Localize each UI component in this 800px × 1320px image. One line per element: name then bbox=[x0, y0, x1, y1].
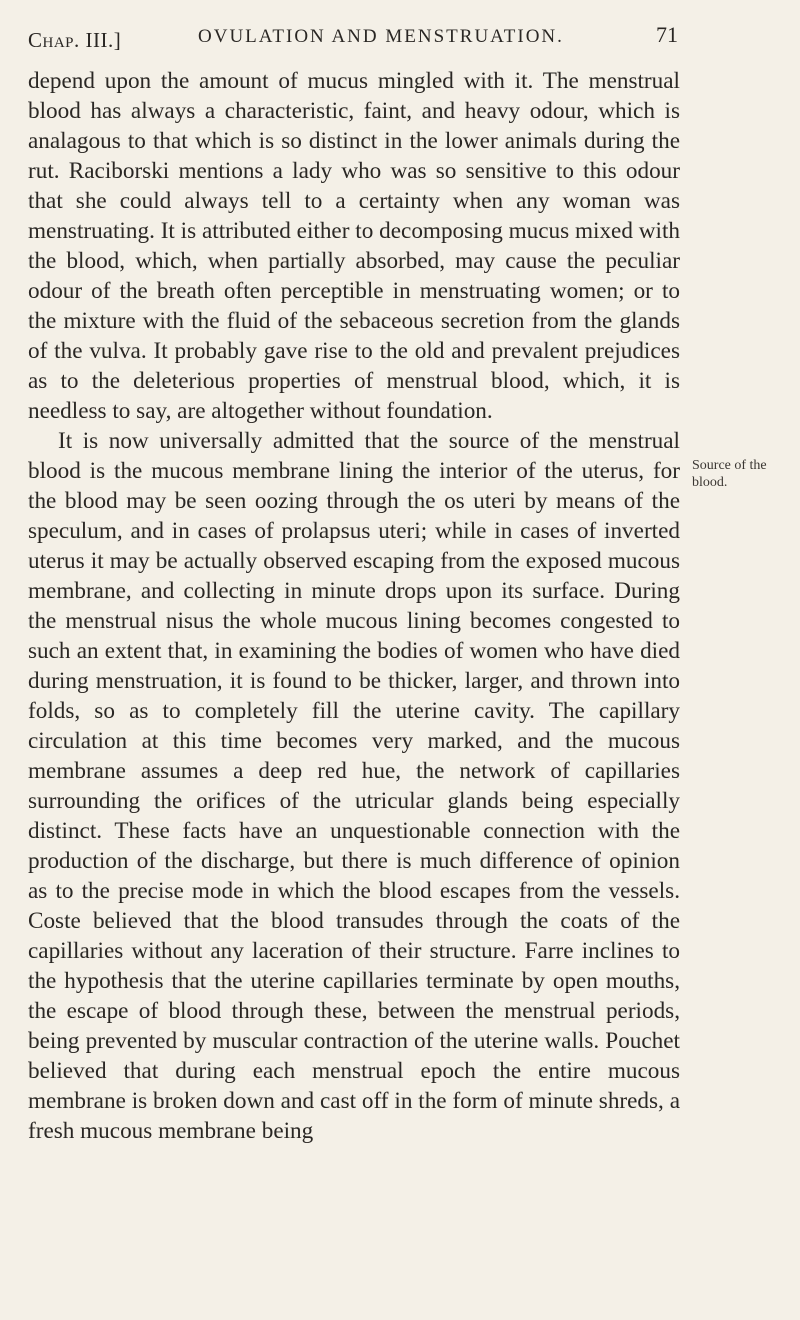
running-head bbox=[28, 22, 678, 52]
running-title: OVULATION AND MENSTRUATION. bbox=[198, 26, 564, 47]
paragraph-continued: depend upon the amount of mucus mingled with it. The menstrual blood has always a characteristic, faint, and heavy odour, which is analagous to that which is so distinct in the lower animals during the rut. Raciborski mentions a lady who was so sensitive to this odour that she could always tell to a certainty when any woman was menstruating. It is attributed either to decomposing mucus mixed with the blood, which, when partially absorbed, may cause the peculiar odour of the breath often perceptible in menstruating women; or to the mixture with the fluid of the sebaceous secretion from the glands of the vulva. It probably gave rise to the old and prevalent prejudices as to the deleterious properties of menstrual blood, which, it is needless to say, are altogether without foundation. bbox=[28, 68, 680, 424]
marginal-note: Source of the blood. bbox=[692, 458, 767, 490]
chapter-label: Chap. III.] bbox=[28, 28, 122, 52]
paragraph-source-of-blood: It is now universally admitted that the source of the menstrual blood is the mucous membrane lining the interior of the uterus, for the blood may be seen oozing through the os uteri by means of the speculum, and in cases of prolapsus uteri; while in cases of inverted uterus it may be actually observed escaping from the exposed mucous membrane, and collecting in minute drops upon its surface. During the menstrual nisus the whole mucous lining becomes congested to such an extent that, in examining the bodies of women who have died during menstruation, it is found to be thicker, larger, and thrown into folds, so as to completely fill the uterine cavity. The capillary circulation at this time becomes very marked, and the mucous membrane assumes a deep red hue, the network of capillaries surrounding the orifices of the utricular glands being especially distinct. These facts have an unquestionable connection with the production of the discharge, but there is much difference of opinion as to the precise mode in which the blood escapes from the vessels. Coste believed that the blood transudes through the coats of the capillaries without any laceration of their structure. Farre inclines to the hypothesis that the uterine capillaries terminate by open mouths, the escape of blood through these, between the menstrual periods, being prevented by muscular contraction of the uterine walls. Pouchet believed that during each menstrual epoch the entire mucous membrane is broken down and cast off in the form of minute shreds, a fresh mucous membrane being bbox=[28, 428, 680, 1144]
page-number: 71 bbox=[656, 22, 678, 47]
body-text bbox=[28, 66, 680, 1146]
